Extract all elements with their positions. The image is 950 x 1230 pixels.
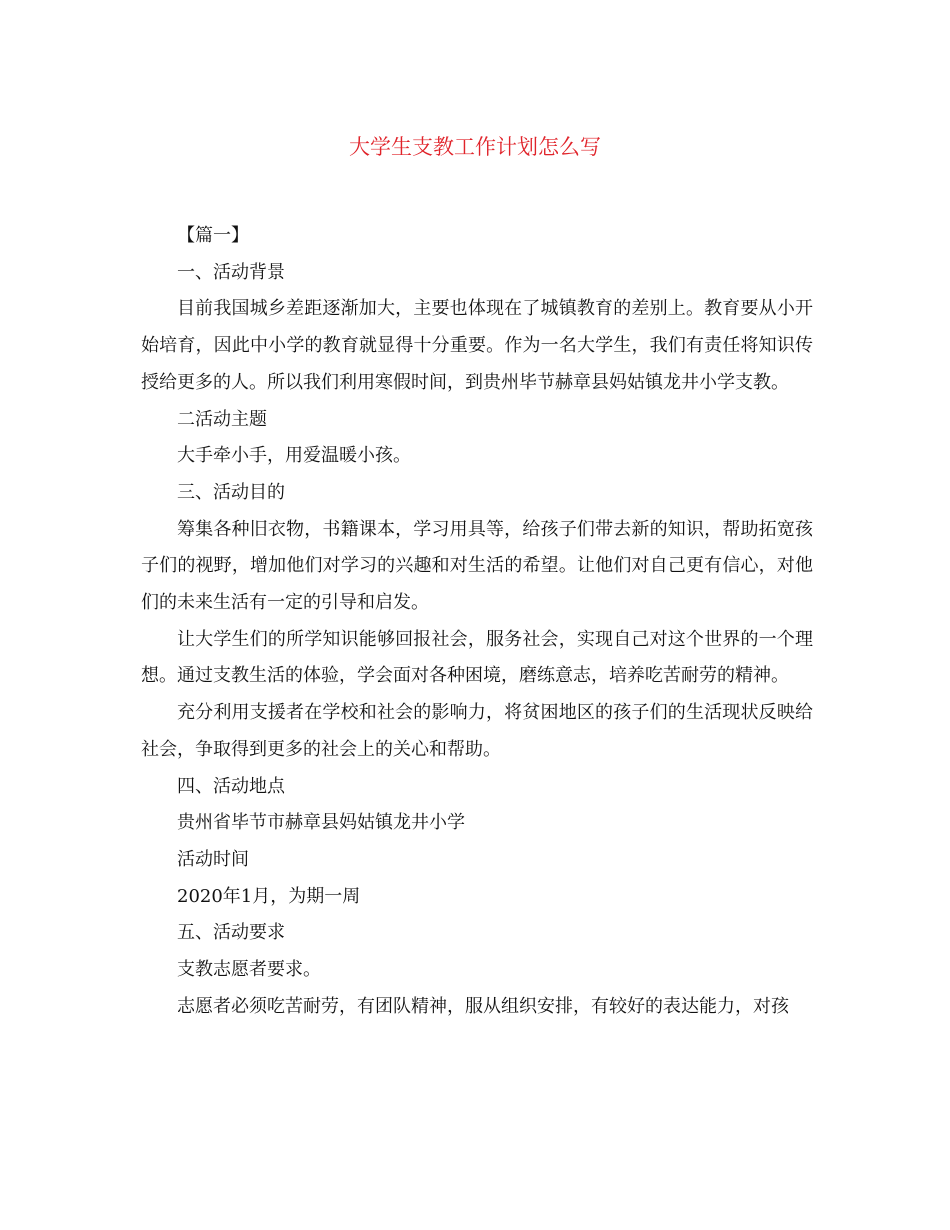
paragraph-location: 贵州省毕节市赫章县妈姑镇龙井小学	[177, 812, 465, 834]
paragraph-requirements: 志愿者必须吃苦耐劳，有团队精神，服从组织安排，有较好的表达能力，对孩	[177, 995, 789, 1017]
paragraph-requirements-label: 支教志愿者要求。	[177, 959, 321, 981]
paragraph-theme: 大手牵小手，用爱温暖小孩。	[177, 445, 411, 467]
section-label: 【篇一】	[177, 225, 249, 246]
paragraph-background: 目前我国城乡差距逐渐加大，主要也体现在了城镇教育的差别上。教育要从小开始培育，因此中小学的教育就显得十分重要。作为一名大学生，我们有责任将知识传授给更多的人。所以我们利用寒假时间，到贵州毕节赫章县妈姑镇龙井小学支教。	[141, 298, 813, 393]
heading-background: 一、活动背景	[177, 261, 285, 283]
paragraph-purpose-2: 让大学生们的所学知识能够回报社会，服务社会，实现自己对这个世界的一个理想。通过支教生活的体验，学会面对各种困境，磨练意志，培养吃苦耐劳的精神。	[141, 628, 813, 687]
document-title: 大学生支教工作计划怎么写	[349, 135, 601, 159]
heading-purpose: 三、活动目的	[177, 481, 285, 503]
heading-requirements: 五、活动要求	[177, 922, 285, 944]
paragraph-purpose-1: 筹集各种旧衣物，书籍课本，学习用具等，给孩子们带去新的知识，帮助拓宽孩子们的视野，增加他们对学习的兴趣和对生活的希望。让他们对自己更有信心，对他们的未来生活有一定的引导和启发。	[141, 518, 813, 614]
document-body	[141, 218, 813, 1025]
heading-location: 四、活动地点	[177, 775, 285, 797]
paragraph-time: 2020年1月，为期一周	[177, 885, 361, 907]
paragraph-purpose-3: 充分利用支援者在学校和社会的影响力，将贫困地区的孩子们的生活现状反映给社会，争取得到更多的社会上的关心和帮助。	[141, 702, 813, 760]
heading-time: 活动时间	[177, 848, 249, 870]
heading-theme: 二活动主题	[177, 408, 267, 430]
